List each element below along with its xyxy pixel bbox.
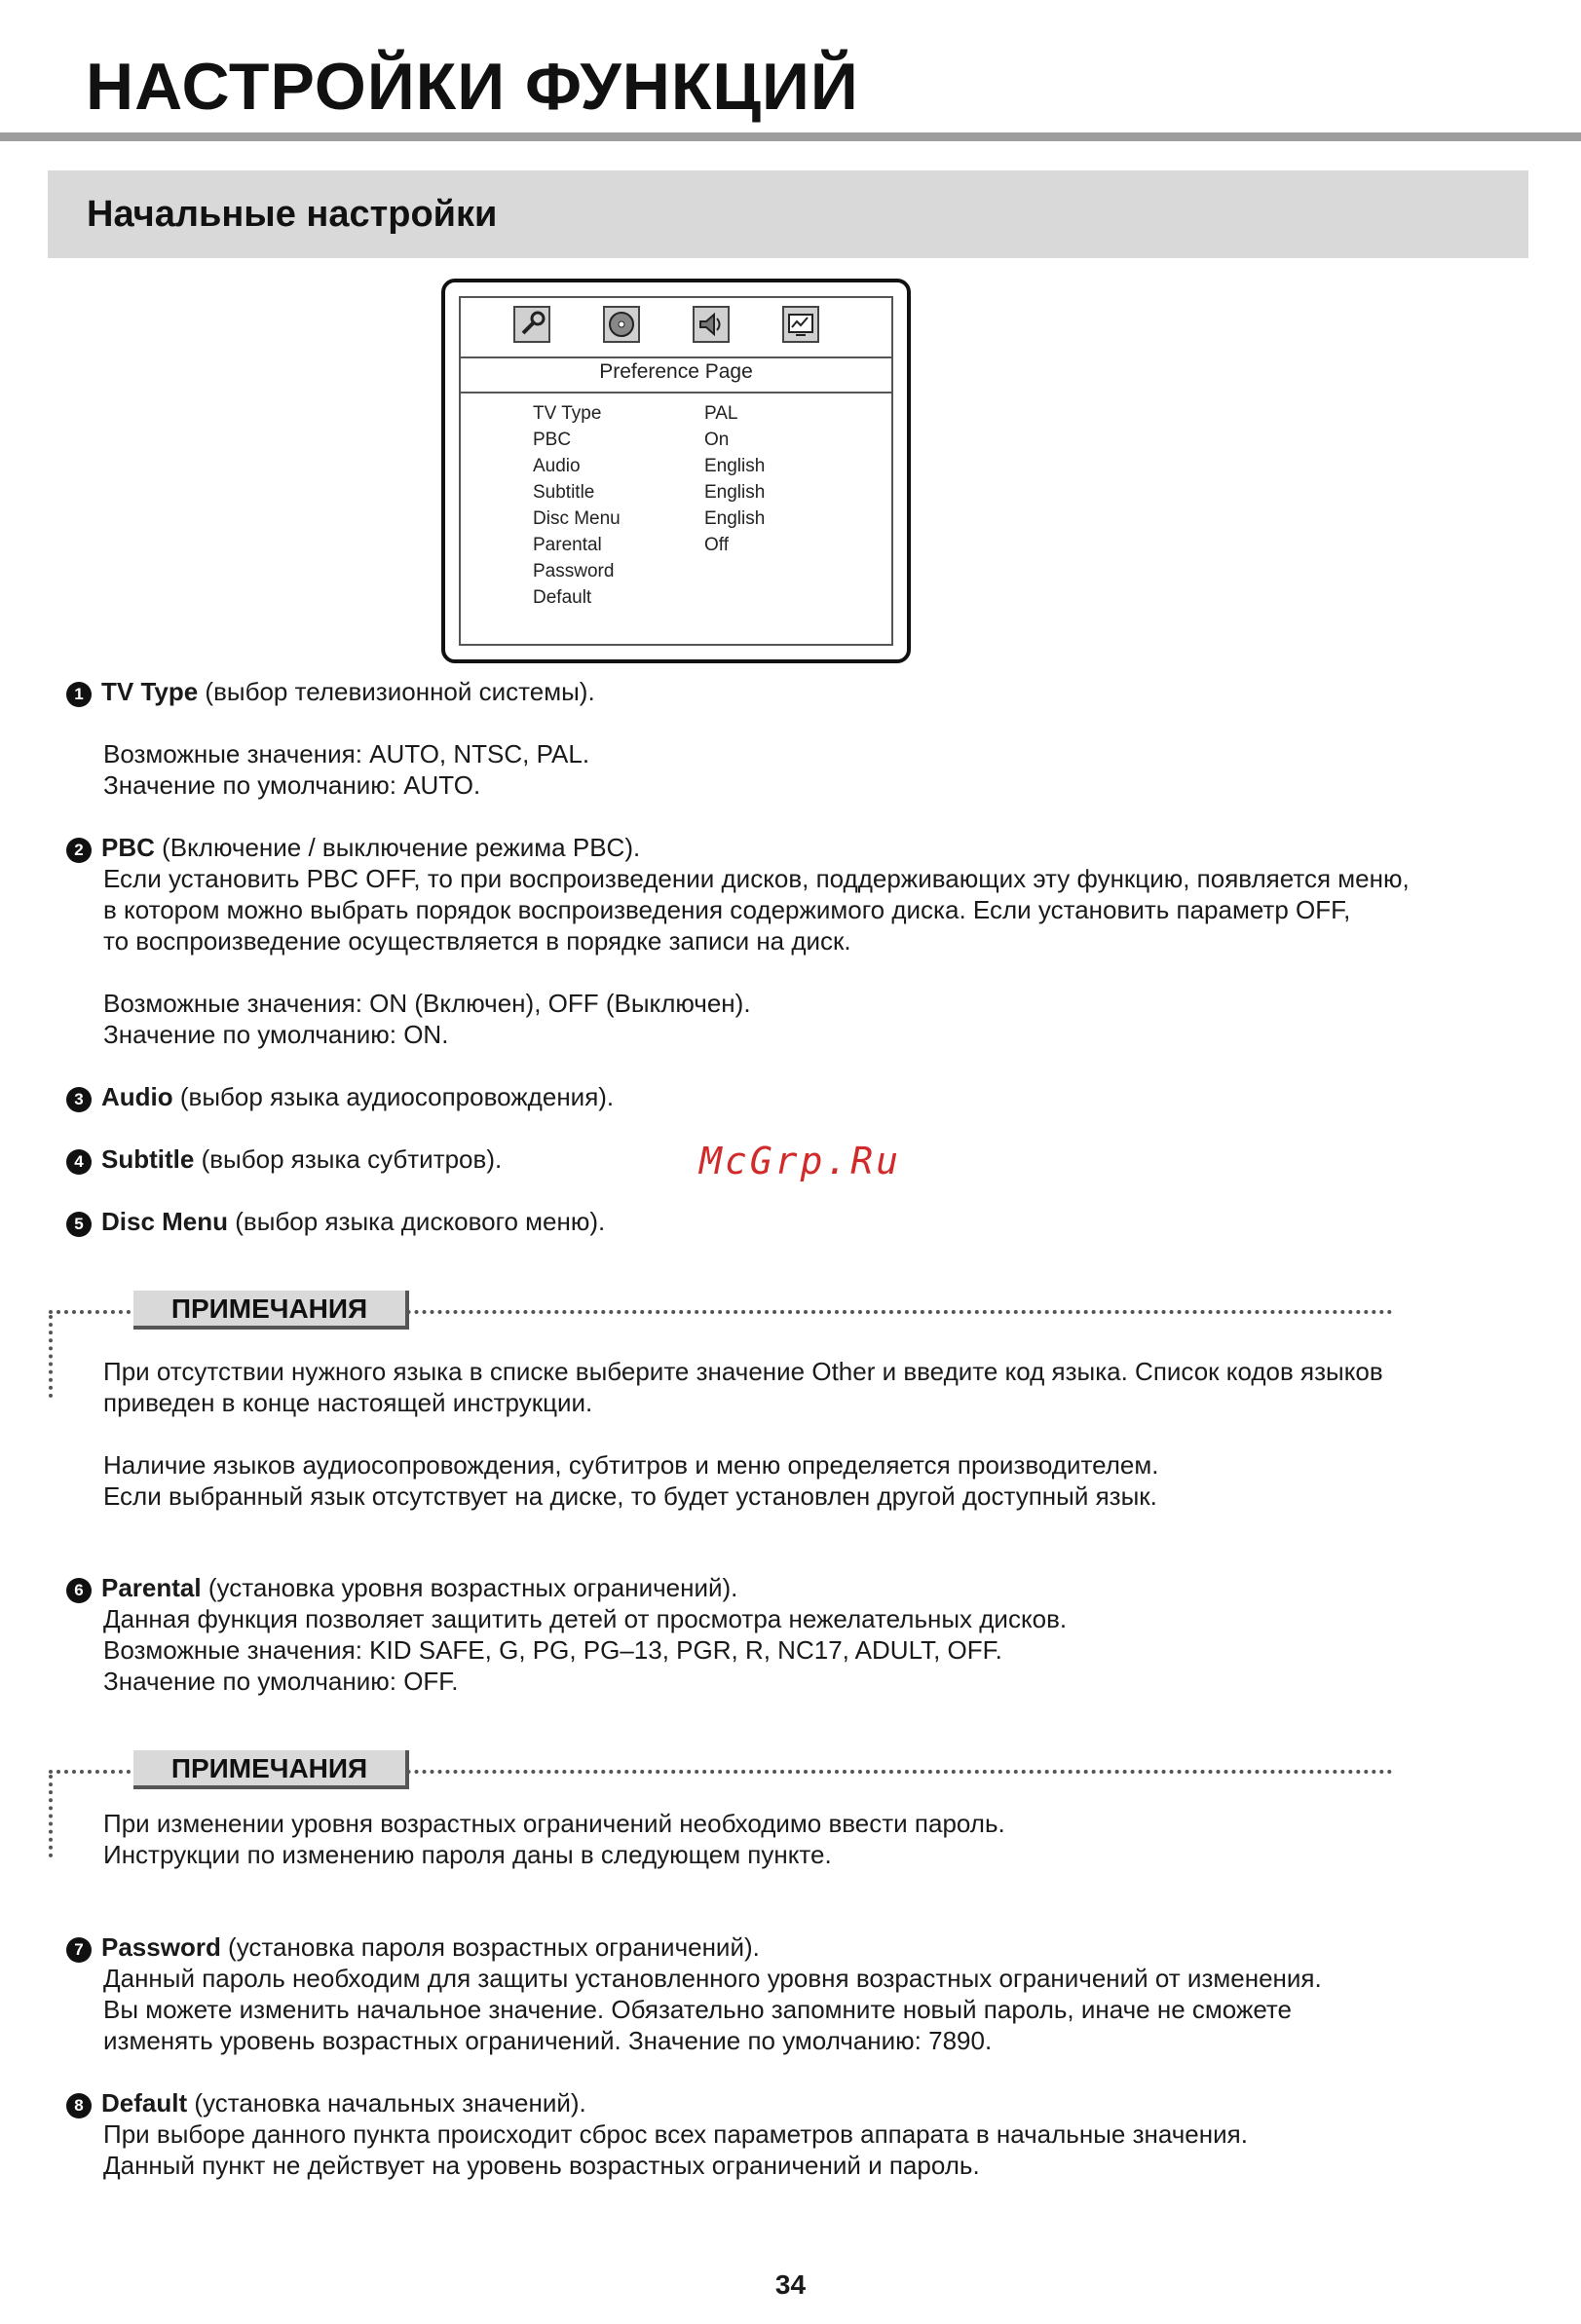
note-text-line: Если выбранный язык отсутствует на диске, то будет установлен другой доступный язык.: [103, 1481, 1157, 1511]
note-label: ПРИМЕЧАНИЯ: [133, 1750, 409, 1789]
menu-divider: [461, 392, 891, 394]
item-text-line: Данный пункт не действует на уровень возрастных ограничений и пароль.: [103, 2151, 980, 2180]
note-border: [49, 1315, 53, 1398]
item-term: Audio: [101, 1082, 173, 1111]
item-text-line: Значение по умолчанию: AUTO.: [103, 770, 481, 800]
note-text-line: Инструкции по изменению пароля даны в следующем пункте.: [103, 1840, 832, 1869]
item-text-line: Возможные значения: ON (Включен), OFF (Выключен).: [103, 989, 751, 1018]
item-text-line: в котором можно выбрать порядок воспроизведения содержимого диска. Если установить параметр OFF,: [103, 895, 1351, 924]
item-description: (установка уровня возрастных ограничений).: [201, 1573, 738, 1602]
item-text-line: Вы можете изменить начальное значение. Обязательно запомните новый пароль, иначе не сможете: [103, 1995, 1293, 2024]
item-description: (выбор телевизионной системы).: [198, 677, 595, 706]
note-text-line: приведен в конце настоящей инструкции.: [103, 1388, 593, 1417]
preference-menu-screenshot: [441, 279, 911, 663]
item-number: 6: [66, 1578, 92, 1603]
menu-row-value: English: [704, 508, 766, 529]
menu-list: [461, 403, 891, 614]
menu-row-label: TV Type: [533, 403, 602, 424]
menu-row-disc-menu: [461, 508, 891, 535]
item-subtitle-heading: [66, 1143, 502, 1175]
item-pbc-heading: [66, 832, 640, 863]
menu-row-value: Off: [704, 535, 729, 555]
note-text-line: Наличие языков аудиосопровождения, субтитров и меню определяется производителем.: [103, 1450, 1159, 1480]
item-term: Subtitle: [101, 1144, 195, 1174]
item-text-line: Если установить PBC OFF, то при воспроизведении дисков, поддерживающих эту функцию, появляется меню,: [103, 864, 1410, 893]
menu-divider: [461, 356, 891, 358]
menu-row-tv-type: [461, 403, 891, 430]
item-text-line: При выборе данного пункта происходит сброс всех параметров аппарата в начальные значения.: [103, 2119, 1248, 2149]
page-title: НАСТРОЙКИ ФУНКЦИЙ: [86, 50, 859, 124]
item-text-line: то воспроизведение осуществляется в порядке записи на диск.: [103, 926, 851, 956]
item-term: PBC: [101, 833, 155, 862]
menu-row-value: On: [704, 430, 730, 450]
item-number: 5: [66, 1212, 92, 1237]
watermark: McGrp.Ru: [699, 1140, 902, 1182]
menu-row-parental: [461, 535, 891, 561]
item-number: 1: [66, 682, 92, 707]
menu-row-password: [461, 561, 891, 587]
menu-row-default: [461, 587, 891, 614]
item-password-heading: [66, 1931, 760, 1963]
item-number: 4: [66, 1149, 92, 1175]
menu-tabs: [461, 298, 891, 358]
section-header: [48, 170, 1528, 258]
item-term: Disc Menu: [101, 1207, 229, 1236]
item-parental-heading: [66, 1572, 737, 1603]
item-text-line: Значение по умолчанию: OFF.: [103, 1667, 459, 1696]
item-text-line: Данный пароль необходим для защиты установленного уровня возрастных ограничений от изменения.: [103, 1964, 1322, 1993]
menu-row-value: English: [704, 482, 766, 503]
item-audio-heading: [66, 1081, 614, 1112]
menu-row-label: Parental: [533, 535, 602, 555]
menu-heading: Preference Page: [599, 360, 753, 383]
item-number: 2: [66, 838, 92, 863]
item-description: (Включение / выключение режима PBC).: [154, 833, 641, 862]
disc-icon: [603, 306, 640, 343]
item-number: 8: [66, 2093, 92, 2118]
menu-row-subtitle: [461, 482, 891, 508]
item-term: TV Type: [101, 677, 199, 706]
item-description: (установка начальных значений).: [187, 2088, 586, 2118]
section-title: Начальные настройки: [87, 194, 498, 235]
item-description: (выбор языка аудиосопровождения).: [172, 1082, 615, 1111]
menu-row-pbc: [461, 430, 891, 456]
page-number: 34: [774, 2269, 807, 2300]
menu-row-label: PBC: [533, 430, 572, 450]
item-term: Default: [101, 2088, 188, 2118]
item-number: 3: [66, 1087, 92, 1112]
item-disc-menu-heading: [66, 1206, 605, 1237]
item-term: Password: [101, 1932, 221, 1962]
menu-row-value: PAL: [704, 403, 738, 424]
item-default-heading: [66, 2087, 586, 2118]
item-description: (выбор языка дискового меню).: [228, 1207, 606, 1236]
preference-icon: [782, 306, 819, 343]
note-border: [49, 1775, 53, 1857]
item-text-line: Значение по умолчанию: ON.: [103, 1020, 449, 1049]
menu-row-audio: [461, 456, 891, 482]
menu-row-label: Disc Menu: [533, 508, 621, 529]
item-term: Parental: [101, 1573, 202, 1602]
item-tv-type-heading: [66, 676, 595, 707]
item-description: (выбор языка субтитров).: [194, 1144, 503, 1174]
menu-row-label: Default: [533, 587, 592, 608]
item-text-line: Возможные значения: AUTO, NTSC, PAL.: [103, 739, 590, 768]
item-text-line: изменять уровень возрастных ограничений. Значение по умолчанию: 7890.: [103, 2026, 993, 2055]
menu-row-label: Subtitle: [533, 482, 595, 503]
wrench-icon: [513, 306, 550, 343]
menu-frame: [459, 296, 893, 646]
note-text-line: При изменении уровня возрастных ограничений необходимо ввести пароль.: [103, 1809, 1005, 1838]
item-text-line: Возможные значения: KID SAFE, G, PG, PG–13, PGR, R, NC17, ADULT, OFF.: [103, 1635, 1002, 1665]
note-text-line: При отсутствии нужного языка в списке выберите значение Other и введите код языка. Список кодов языков: [103, 1357, 1383, 1386]
title-rule: [0, 132, 1581, 141]
note-label: ПРИМЕЧАНИЯ: [133, 1291, 409, 1330]
menu-row-value: English: [704, 456, 766, 476]
speaker-icon: [693, 306, 730, 343]
item-number: 7: [66, 1937, 92, 1963]
menu-row-label: Audio: [533, 456, 581, 476]
menu-row-label: Password: [533, 561, 615, 581]
item-text-line: Данная функция позволяет защитить детей от просмотра нежелательных дисков.: [103, 1604, 1068, 1633]
item-description: (установка пароля возрастных ограничений).: [220, 1932, 760, 1962]
